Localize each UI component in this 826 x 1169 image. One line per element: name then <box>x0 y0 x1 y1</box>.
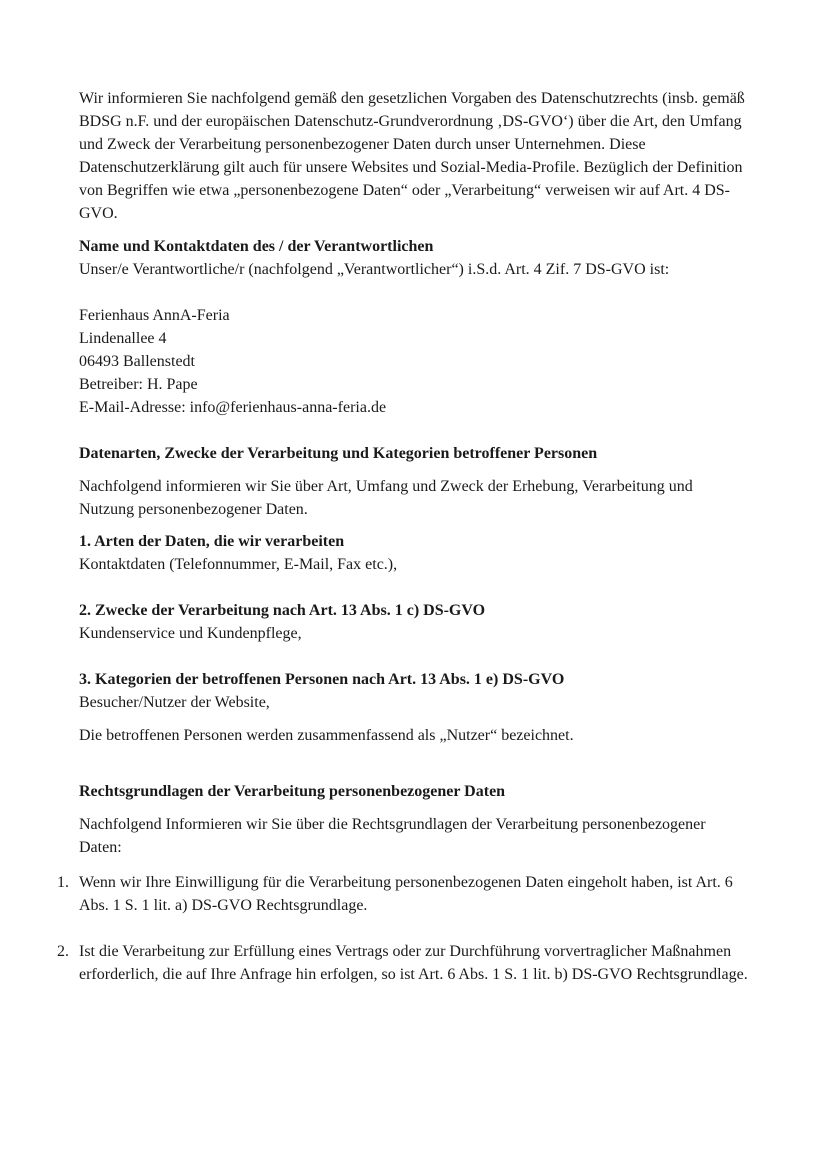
section-2-heading: 2. Zwecke der Verarbeitung nach Art. 13 Abs. 1 c) DS-GVO <box>79 602 486 619</box>
list-item <box>57 940 751 986</box>
section-1-heading: 1. Arten der Daten, die wir verarbeiten <box>79 533 345 550</box>
address-line-email: E-Mail-Adresse: info@ferienhaus-anna-feria.de <box>79 399 387 416</box>
section-2-text: Kundenservice und Kundenpflege, <box>79 625 302 642</box>
data-types-heading: Datenarten, Zwecke der Verarbeitung und Kategorien betroffener Personen <box>79 445 598 462</box>
list-item <box>57 871 751 917</box>
controller-text: Unser/e Verantwortliche/r (nachfolgend „Verantwortlicher“) i.S.d. Art. 4 Zif. 7 DS-GVO ist: <box>79 261 670 278</box>
intro-paragraph: Wir informieren Sie nachfolgend gemäß den gesetzlichen Vorgaben des Datenschutzrechts (insb. gemäß BDSG n.F. und der europäischen Datenschutz-Grundverordnung ‚DS-GVO‘) über die Art, den Umfang und Zweck der Verarbeitung personenbezogener Daten durch unser Unternehmen. Diese Datenschutzerklärung gilt auch für unsere Websites und Sozial-Media-Profile. Bezüglich der Definition von Begriffen wie etwa „personenbezogene Daten“ oder „Verarbeitung“ verweisen wir auf Art. 4 DS-GVO. <box>79 90 745 222</box>
list-item-number: 2. <box>57 943 69 960</box>
list-item-text: Ist die Verarbeitung zur Erfüllung eines Vertrags oder zur Durchführung vorvertraglicher Maßnahmen erforderlich, die auf Ihre Anfrage hin erfolgen, so ist Art. 6 Abs. 1 S. 1 lit. b) DS-GVO Rechtsgrundlage. <box>79 943 748 983</box>
address-line-name: Ferienhaus AnnA-Feria <box>79 307 230 324</box>
section-1-text: Kontaktdaten (Telefonnummer, E-Mail, Fax etc.), <box>79 556 398 573</box>
section-3-heading: 3. Kategorien der betroffenen Personen nach Art. 13 Abs. 1 e) DS-GVO <box>79 671 565 688</box>
controller-heading: Name und Kontaktdaten des / der Verantwortlichen <box>79 238 434 255</box>
address-line-operator: Betreiber: H. Pape <box>79 376 198 393</box>
section-3-text: Besucher/Nutzer der Website, <box>79 694 270 711</box>
data-types-text: Nachfolgend informieren wir Sie über Art, Umfang und Zweck der Erhebung, Verarbeitung und Nutzung personenbezogener Daten. <box>79 478 693 518</box>
users-summary: Die betroffenen Personen werden zusammenfassend als „Nutzer“ bezeichnet. <box>79 727 574 744</box>
legal-heading: Rechtsgrundlagen der Verarbeitung personenbezogener Daten <box>79 783 506 800</box>
list-item-text: Wenn wir Ihre Einwilligung für die Verarbeitung personenbezogenen Daten eingeholt haben, ist Art. 6 Abs. 1 S. 1 lit. a) DS-GVO Rechtsgrundlage. <box>79 874 733 914</box>
legal-list <box>57 871 751 986</box>
controller-address <box>79 304 751 419</box>
address-line-street: Lindenallee 4 <box>79 330 167 347</box>
legal-text: Nachfolgend Informieren wir Sie über die Rechtsgrundlagen der Verarbeitung personenbezogener Daten: <box>79 816 706 856</box>
address-line-city: 06493 Ballenstedt <box>79 353 195 370</box>
document-page <box>57 87 751 986</box>
list-item-number: 1. <box>57 874 69 891</box>
